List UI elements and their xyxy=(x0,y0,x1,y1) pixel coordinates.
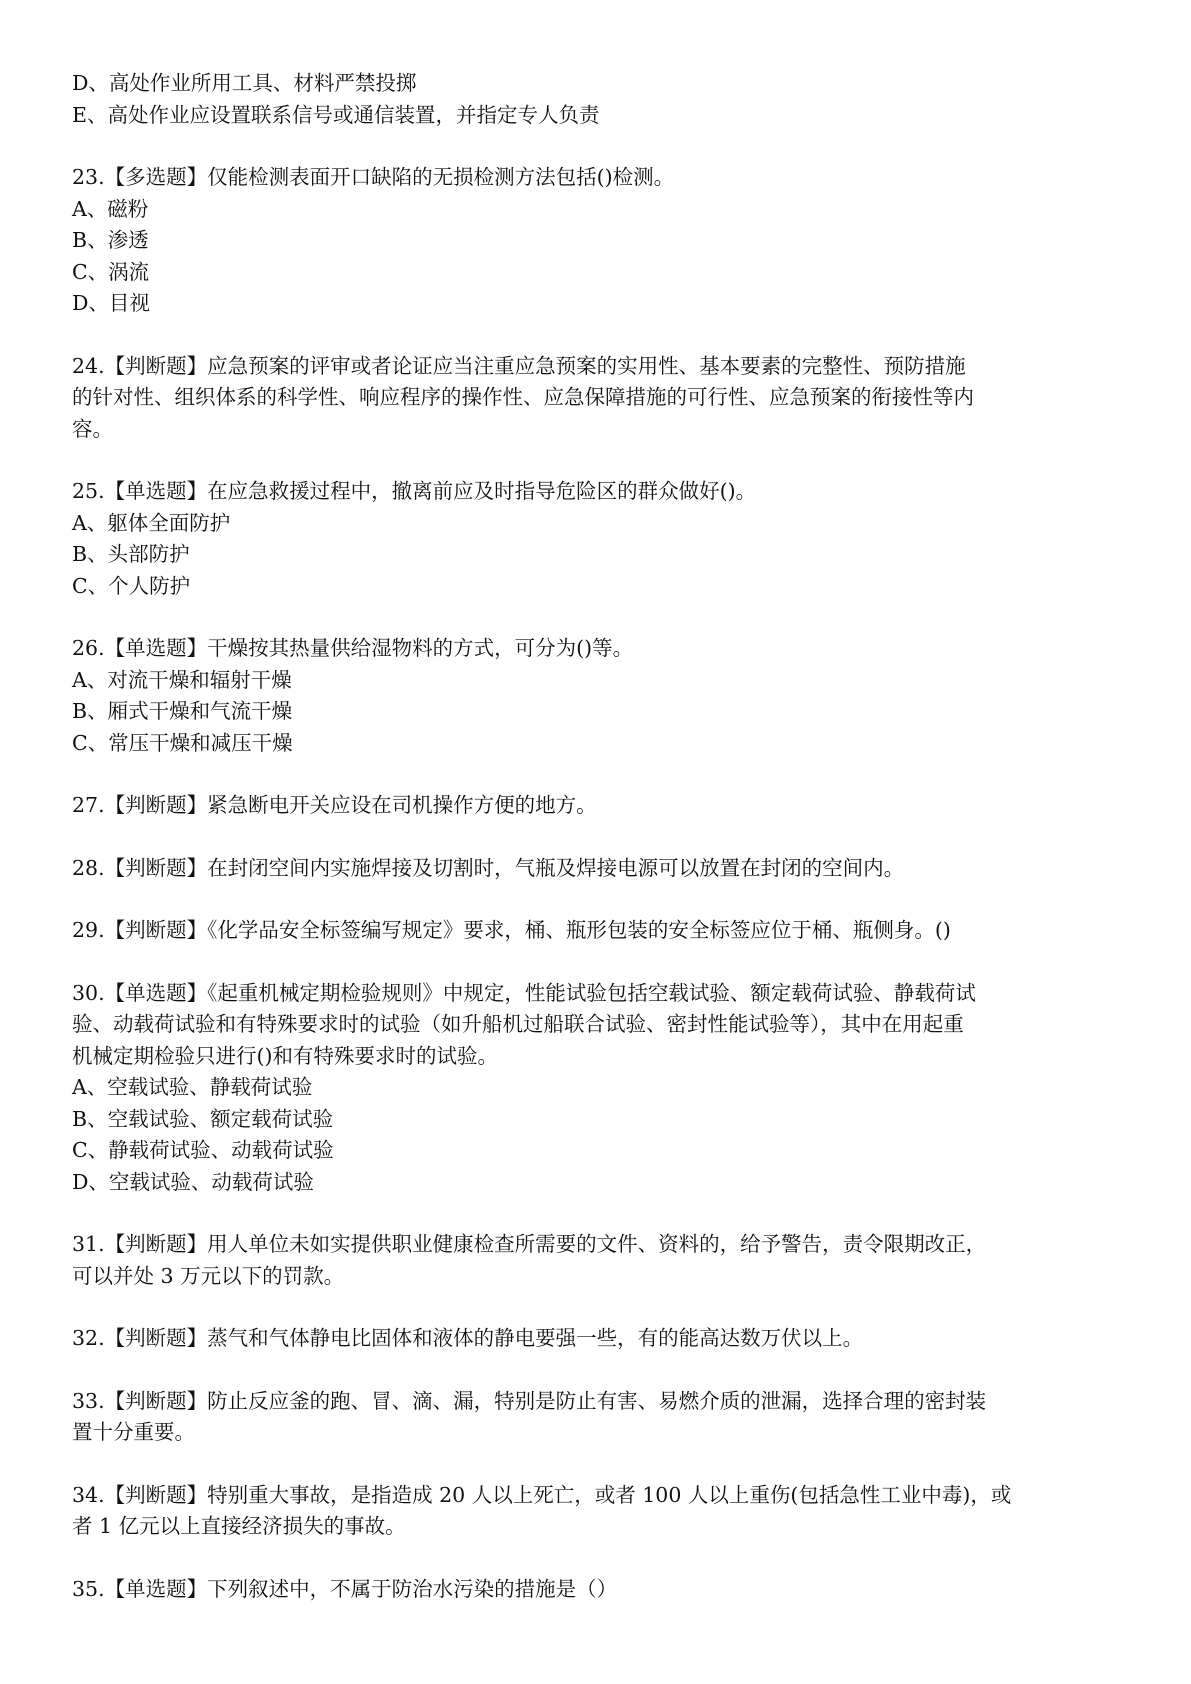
block-spacer xyxy=(72,884,1122,915)
question-stem-line: 25.【单选题】在应急救援过程中，撤离前应及时指导危险区的群众做好()。 xyxy=(72,479,757,503)
question-stem-line: 34.【判断题】特别重大事故，是指造成 20 人以上死亡，或者 100 人以上重伤(包括急性工业中毒)，或 xyxy=(72,1482,1012,1507)
answer-option: C、静载荷试验、动载荷试验 xyxy=(72,1138,334,1162)
question-stem-line: 24.【判断题】应急预案的评审或者论证应当注重应急预案的实用性、基本要素的完整性、预防措施 xyxy=(72,353,966,378)
answer-option: B、头部防护 xyxy=(72,542,190,566)
question-stem-line: 27.【判断题】紧急断电开关应设在司机操作方便的地方。 xyxy=(72,793,597,817)
question-stem-line: 35.【单选题】下列叙述中，不属于防治水污染的措施是（） xyxy=(72,1576,618,1601)
question-stem-line: 验、动载荷试验和有特殊要求时的试验（如升船机过船联合试验、密封性能试验等），其中在用起重 xyxy=(72,1012,964,1036)
answer-option: A、躯体全面防护 xyxy=(72,510,231,535)
answer-option: E、高处作业应设置联系信号或通信装置，并指定专人负责 xyxy=(72,102,600,127)
question-stem-line: 机械定期检验只进行()和有特殊要求时的试验。 xyxy=(72,1043,498,1068)
question-block-q33 xyxy=(72,1386,1122,1449)
question-stem-line: 的针对性、组织体系的科学性、响应程序的操作性、应急保障措施的可行性、应急预案的衔接性等内 xyxy=(72,385,974,409)
question-block-q34 xyxy=(72,1480,1122,1543)
answer-option: B、渗透 xyxy=(72,228,149,252)
question-block-q31 xyxy=(72,1229,1122,1292)
question-stem-line: 32.【判断题】蒸气和气体静电比固体和液体的静电要强一些，有的能高达数万伏以上。 xyxy=(72,1326,864,1350)
question-block-q35 xyxy=(72,1574,1122,1606)
question-block-q28 xyxy=(72,853,1122,885)
answer-option: B、空载试验、额定载荷试验 xyxy=(72,1106,334,1131)
question-stem-line: 30.【单选题】《起重机械定期检验规则》中规定，性能试验包括空载试验、额定载荷试验、静载荷试 xyxy=(72,980,976,1005)
answer-option: D、高处作业所用工具、材料严禁投掷 xyxy=(72,71,417,95)
question-block-q23 xyxy=(72,162,1122,320)
answer-option: A、空载试验、静载荷试验 xyxy=(72,1075,313,1099)
question-stem-line: 容。 xyxy=(72,416,113,441)
question-stem-line: 33.【判断题】防止反应釜的跑、冒、滴、漏，特别是防止有害、易燃介质的泄漏，选择合理的密封装 xyxy=(72,1388,987,1413)
answer-option: C、涡流 xyxy=(72,259,150,284)
question-block-q22 xyxy=(72,68,1122,131)
answer-option: C、个人防护 xyxy=(72,573,191,598)
question-stem-line: 可以并处 3 万元以下的罚款。 xyxy=(72,1263,345,1288)
question-block-q25 xyxy=(72,476,1122,602)
block-spacer xyxy=(72,759,1122,790)
question-stem-line: 29.【判断题】《化学品安全标签编写规定》要求，桶、瓶形包装的安全标签应位于桶、瓶侧身。() xyxy=(72,918,951,942)
answer-option: C、常压干燥和减压干燥 xyxy=(72,730,293,755)
question-block-q32 xyxy=(72,1323,1122,1355)
answer-option: A、磁粉 xyxy=(72,196,149,221)
question-stem-line: 28.【判断题】在封闭空间内实施焊接及切割时，气瓶及焊接电源可以放置在封闭的空间内。 xyxy=(72,855,905,880)
block-spacer xyxy=(72,1198,1122,1229)
question-stem-line: 26.【单选题】干燥按其热量供给湿物料的方式，可分为()等。 xyxy=(72,636,634,660)
block-spacer xyxy=(72,131,1122,162)
question-list xyxy=(72,68,1122,1605)
block-spacer xyxy=(72,1449,1122,1480)
question-block-q27 xyxy=(72,790,1122,822)
answer-option: B、厢式干燥和气流干燥 xyxy=(72,699,293,723)
block-spacer xyxy=(72,1292,1122,1323)
block-spacer xyxy=(72,320,1122,351)
answer-option: D、目视 xyxy=(72,291,150,315)
question-block-q26 xyxy=(72,633,1122,759)
question-stem-line: 31.【判断题】用人单位未如实提供职业健康检查所需要的文件、资料的，给予警告，责令限期改正， xyxy=(72,1232,987,1256)
block-spacer xyxy=(72,1543,1122,1574)
question-stem-line: 置十分重要。 xyxy=(72,1420,195,1444)
answer-option: A、对流干燥和辐射干燥 xyxy=(72,667,292,692)
question-stem-line: 23.【多选题】仅能检测表面开口缺陷的无损检测方法包括()检测。 xyxy=(72,165,675,189)
question-block-q29 xyxy=(72,915,1122,947)
block-spacer xyxy=(72,602,1122,633)
block-spacer xyxy=(72,822,1122,853)
question-block-q24 xyxy=(72,351,1122,446)
block-spacer xyxy=(72,947,1122,978)
block-spacer xyxy=(72,445,1122,476)
question-stem-line: 者 1 亿元以上直接经济损失的事故。 xyxy=(72,1514,406,1538)
answer-option: D、空载试验、动载荷试验 xyxy=(72,1169,314,1194)
block-spacer xyxy=(72,1355,1122,1386)
question-block-q30 xyxy=(72,978,1122,1199)
